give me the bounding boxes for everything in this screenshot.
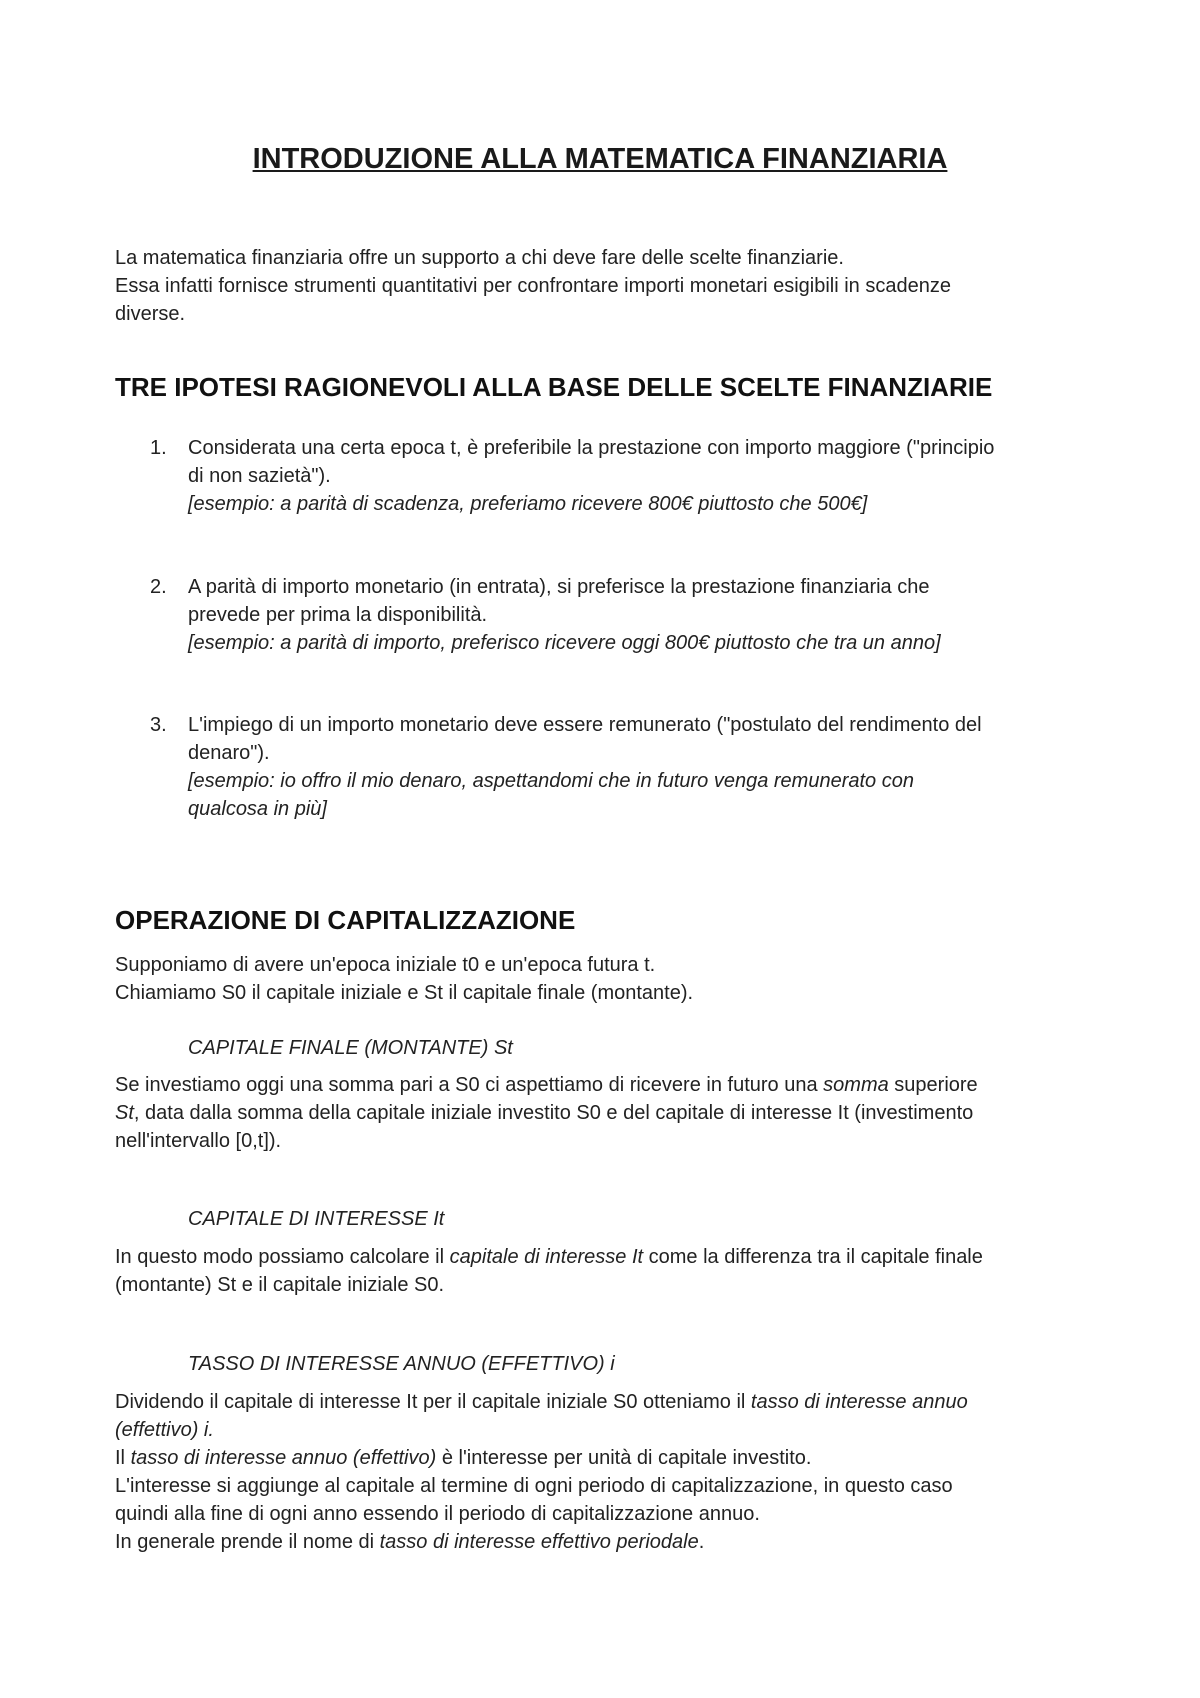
paragraph-line: Supponiamo di avere un'epoca iniziale t0 e un'epoca futura t. [115, 954, 656, 976]
text-run: In questo modo possiamo calcolare il [115, 1246, 450, 1268]
text-run: è l'interesse per unità di capitale investito. [436, 1447, 812, 1469]
list-item [188, 434, 1098, 518]
list-item-line: L'impiego di un importo monetario deve essere remunerato ("postulato del rendimento del [188, 714, 982, 736]
text-run: , data dalla somma della capitale iniziale investito S0 e del capitale di interesse It (investimento [133, 1102, 974, 1124]
list-item [188, 573, 1098, 657]
list-item-number: 2. [150, 576, 167, 598]
text-run: nell'intervallo [0,t]). [115, 1130, 282, 1152]
list-item [188, 711, 1098, 823]
intro-line-1: La matematica finanziaria offre un supporto a chi deve fare delle scelte finanziarie. [115, 247, 844, 269]
paragraph-line: Chiamiamo S0 il capitale iniziale e St il capitale finale (montante). [115, 982, 694, 1004]
text-run: Se investiamo oggi una somma pari a S0 ci aspettiamo di ricevere in futuro una [115, 1074, 824, 1096]
list-item-line: di non sazietà"). [188, 465, 331, 487]
list-item-number: 3. [150, 714, 167, 736]
italic-run: tasso di interesse annuo [750, 1391, 968, 1413]
subheading-tasso: TASSO DI INTERESSE ANNUO (EFFETTIVO) i [188, 1353, 615, 1375]
montante-paragraph [115, 1071, 1095, 1155]
text-run: L'interesse si aggiunge al capitale al termine di ogni periodo di capitalizzazione, in questo caso [115, 1475, 953, 1497]
subheading-interesse: CAPITALE DI INTERESSE It [188, 1208, 445, 1230]
interesse-paragraph [115, 1243, 1095, 1299]
tasso-paragraph [115, 1388, 1095, 1556]
italic-run: (effettivo) i. [115, 1419, 214, 1441]
list-item-line: prevede per prima la disponibilità. [188, 604, 488, 626]
intro-line-2: Essa infatti fornisce strumenti quantitativi per confrontare importi monetari esigibili in scadenze [115, 275, 951, 297]
list-item-example: qualcosa in più] [188, 798, 327, 820]
text-run: come la differenza tra il capitale finale [643, 1246, 983, 1268]
text-run: (montante) St e il capitale iniziale S0. [115, 1274, 445, 1296]
italic-run: tasso di interesse effettivo periodale [379, 1531, 699, 1553]
text-run: . [698, 1531, 705, 1553]
document-title: INTRODUZIONE ALLA MATEMATICA FINANZIARIA [252, 143, 948, 175]
italic-run: somma [823, 1074, 889, 1096]
intro-paragraph [115, 244, 951, 328]
italic-run: capitale di interesse It [449, 1246, 644, 1268]
intro-line-3: diverse. [115, 303, 186, 325]
list-item-line: denaro"). [188, 742, 270, 764]
list-item-example: [esempio: a parità di importo, preferisco ricevere oggi 800€ piuttosto che tra un anno] [188, 632, 941, 654]
list-item-example: [esempio: io offro il mio denaro, aspettandomi che in futuro venga remunerato con [188, 770, 914, 792]
text-run: In generale prende il nome di [115, 1531, 380, 1553]
list-item-line: A parità di importo monetario (in entrata), si preferisce la prestazione finanziaria che [188, 576, 930, 598]
list-item-line: Considerata una certa epoca t, è preferibile la prestazione con importo maggiore ("principio [188, 437, 995, 459]
text-run: superiore [888, 1074, 978, 1096]
italic-run: tasso di interesse annuo (effettivo) [130, 1447, 437, 1469]
text-run: Dividendo il capitale di interesse It per il capitale iniziale S0 otteniamo il [115, 1391, 751, 1413]
italic-run: St [115, 1102, 134, 1124]
text-run: quindi alla fine di ogni anno essendo il periodo di capitalizzazione annuo. [115, 1503, 760, 1525]
list-item-example: [esempio: a parità di scadenza, preferiamo ricevere 800€ piuttosto che 500€] [188, 493, 868, 515]
capitalizzazione-paragraph [115, 951, 693, 1007]
section-heading-capitalizzazione: OPERAZIONE DI CAPITALIZZAZIONE [115, 905, 576, 935]
list-item-number: 1. [150, 437, 167, 459]
text-run: Il [115, 1447, 131, 1469]
subheading-montante: CAPITALE FINALE (MONTANTE) St [188, 1037, 513, 1059]
section-heading-ipotesi: TRE IPOTESI RAGIONEVOLI ALLA BASE DELLE SCELTE FINANZIARIE [115, 372, 993, 402]
